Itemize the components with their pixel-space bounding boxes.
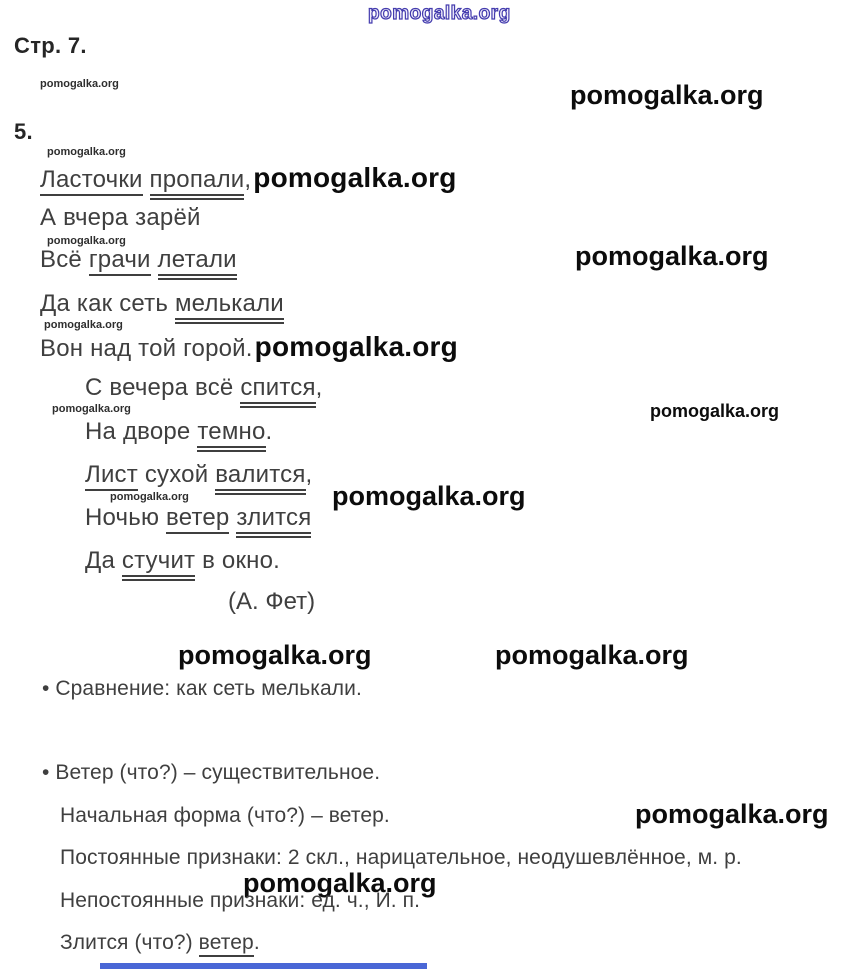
watermark-big: pomogalka.org [575,241,769,271]
watermark-inline: pomogalka.org [254,331,458,362]
answer-constant-features [60,846,742,870]
watermark-small: pomogalka.org [44,319,123,331]
text-segment: • Сравнение: как сеть мелькали. [42,677,362,700]
text-segment: . [265,418,273,445]
poem-line-text [40,204,201,231]
text-segment: , [244,166,252,193]
answer-initial-form [60,804,390,828]
answer-comparison [42,677,362,701]
underlined-word: валится [215,461,305,495]
poem-line-text [40,335,253,362]
answer-text [42,761,380,784]
underlined-word: Ласточки [40,166,143,196]
text-segment: Непостоянные признаки: ед. ч., И. п. [60,889,421,912]
watermark-big: pomogalka.org [570,80,764,110]
watermark-medium: pomogalka.org [650,401,780,421]
answer-text [60,889,420,912]
poem-line-text [85,461,312,495]
page-heading: Стр. 7. [14,33,87,58]
answer-part-of-speech [42,761,380,785]
watermark-small: pomogalka.org [52,403,131,415]
text-segment: • Ветер (что?) – существительное. [42,761,381,784]
watermark-small: pomogalka.org [47,146,126,158]
text-segment: С вечера всё [85,374,241,401]
underlined-word: стучит [122,547,195,581]
underlined-word: летали [158,246,237,280]
poem-line-text [40,246,237,280]
answer-non-constant-features [60,889,420,913]
text-segment: Всё [40,246,89,273]
poem-line-text [40,166,251,200]
exercise-number: 5. [14,119,33,144]
watermark-small: pomogalka.org [47,235,126,247]
watermark-big: pomogalka.org [332,481,526,511]
poem-line [40,204,201,232]
underlined-word: ветер [166,504,229,534]
underlined-word: Лист [85,461,138,491]
poem-line [85,461,312,489]
answer-text [60,931,260,957]
watermark-outline: pomogalka.org [368,3,511,24]
underlined-word: пропали [150,166,245,200]
text-segment: , [305,461,313,488]
poem-line [85,504,311,532]
text-segment: А вчера зарёй [40,204,201,231]
poem-line-text [85,418,272,452]
poem-line [40,162,457,194]
poem-line [85,547,280,575]
text-segment: Ночью [85,504,167,531]
poem-line-text [85,547,280,581]
text-segment [143,166,150,193]
poem-line-text [85,504,311,538]
underlined-word: мелькали [175,290,284,324]
cut-off-blue-bar [100,963,427,969]
poem-line [40,246,237,274]
underlined-word: темно [197,418,265,452]
underlined-word: ветер [199,931,254,957]
poem-line [85,418,272,446]
text-segment [151,246,158,273]
answer-text [60,846,742,869]
text-segment: На дворе [85,418,198,445]
text-segment: . [253,931,260,954]
underlined-word: злится [236,504,311,538]
underlined-word: спится [240,374,315,408]
watermark-big: pomogalka.org [243,868,437,898]
watermark-big: pomogalka.org [635,799,829,829]
watermark-small: pomogalka.org [110,491,189,503]
text-segment: , [315,374,323,401]
poem-author-credit: (А. Фет) [228,588,316,615]
watermark-big: pomogalka.org [178,640,372,670]
watermark-small: pomogalka.org [40,78,119,90]
underlined-word: грачи [89,246,151,276]
watermark-inline: pomogalka.org [253,162,457,193]
text-segment: в окно. [195,547,281,574]
text-segment: Постоянные признаки: 2 скл., нарицательное, неодушевлённое, м. р. [60,846,742,869]
text-segment: Начальная форма (что?) – ветер. [60,804,390,827]
text-segment: Вон над той горой. [40,335,253,362]
answer-text [42,677,362,700]
text-segment: сухой [137,461,216,488]
watermark-big: pomogalka.org [495,640,689,670]
text-segment: Да как сеть [40,290,175,317]
poem-line [85,374,323,402]
text-segment: Злится (что?) [60,931,199,954]
answer-syntax-role [60,931,260,955]
poem-line [40,290,284,318]
poem-line [40,331,458,363]
answer-text [60,804,390,827]
text-segment: Да [85,547,122,574]
